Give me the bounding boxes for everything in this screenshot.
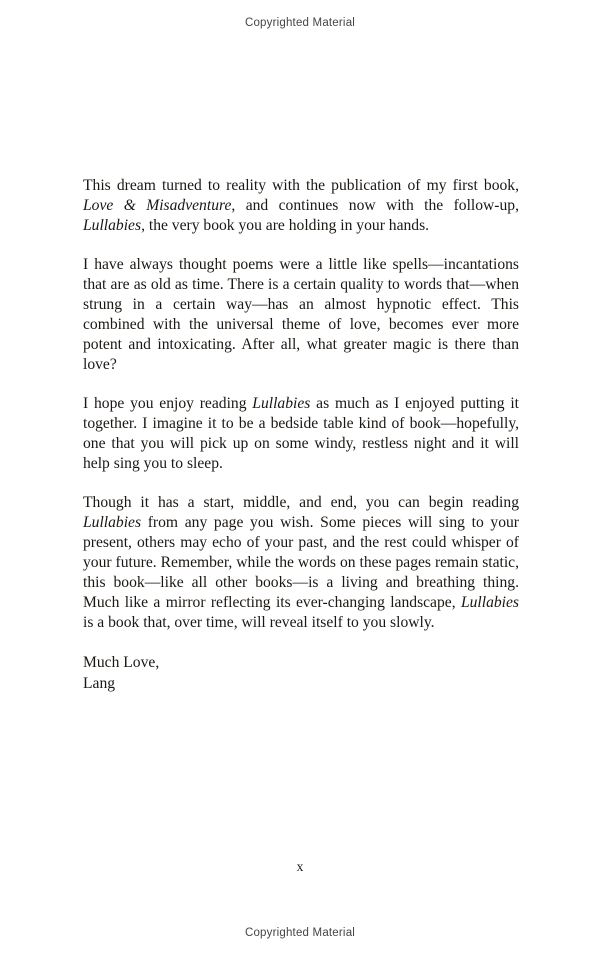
paragraph-text: This dream turned to reality with the publication of my first book, xyxy=(83,177,519,194)
paragraph xyxy=(83,394,519,474)
signature xyxy=(83,652,519,694)
paragraph-text: , and continues now with the follow-up, xyxy=(231,197,519,214)
paragraph-text: as much as I enjoyed putting it together. I imagine it to be a bedside table kind of book—hopefully, one that you will pick up on some windy, restless night and it will help sing you to sleep. xyxy=(83,395,519,472)
paragraph-text: , the very book you are holding in your hands. xyxy=(141,217,430,234)
signature-line-1: Much Love, xyxy=(83,654,160,671)
book-title-italic: Love & Misadventure xyxy=(83,197,232,214)
paragraph-text: from any page you wish. Some pieces will sing to your present, others may echo of your past, and the rest could whisper of your future. Remember, while the words on these pages remain static, this book—like all other books—is a living and breathing thing. Much like a mirror reflecting its ever-changing landscape, xyxy=(83,514,519,611)
paragraph-text: is a book that, over time, will reveal itself to you slowly. xyxy=(83,614,435,631)
paragraph xyxy=(83,255,519,375)
paragraph-text: I have always thought poems were a little like spells—incantations that are as old as time. There is a certain quality to words that—when strung in a certain way—has an almost hypnotic effect. This combined with the universal theme of love, becomes ever more potent and intoxicating. After all, what greater magic is there than love? xyxy=(83,256,519,373)
paragraph-text: Though it has a start, middle, and end, you can begin reading xyxy=(83,494,519,511)
paragraph xyxy=(83,493,519,633)
body-paragraphs xyxy=(83,176,519,633)
book-title-italic: Lullabies xyxy=(252,395,311,412)
paragraph-text: I hope you enjoy reading xyxy=(83,395,253,412)
copyright-notice-bottom: Copyrighted Material xyxy=(244,927,356,939)
book-title-italic: Lullabies xyxy=(83,217,142,234)
paragraph xyxy=(83,176,519,236)
book-title-italic: Lullabies xyxy=(460,594,519,611)
copyright-notice-top: Copyrighted Material xyxy=(244,17,356,29)
book-title-italic: Lullabies xyxy=(83,514,142,531)
body-text xyxy=(83,176,519,694)
page-number: x xyxy=(296,859,304,874)
signature-line-2: Lang xyxy=(83,675,116,692)
